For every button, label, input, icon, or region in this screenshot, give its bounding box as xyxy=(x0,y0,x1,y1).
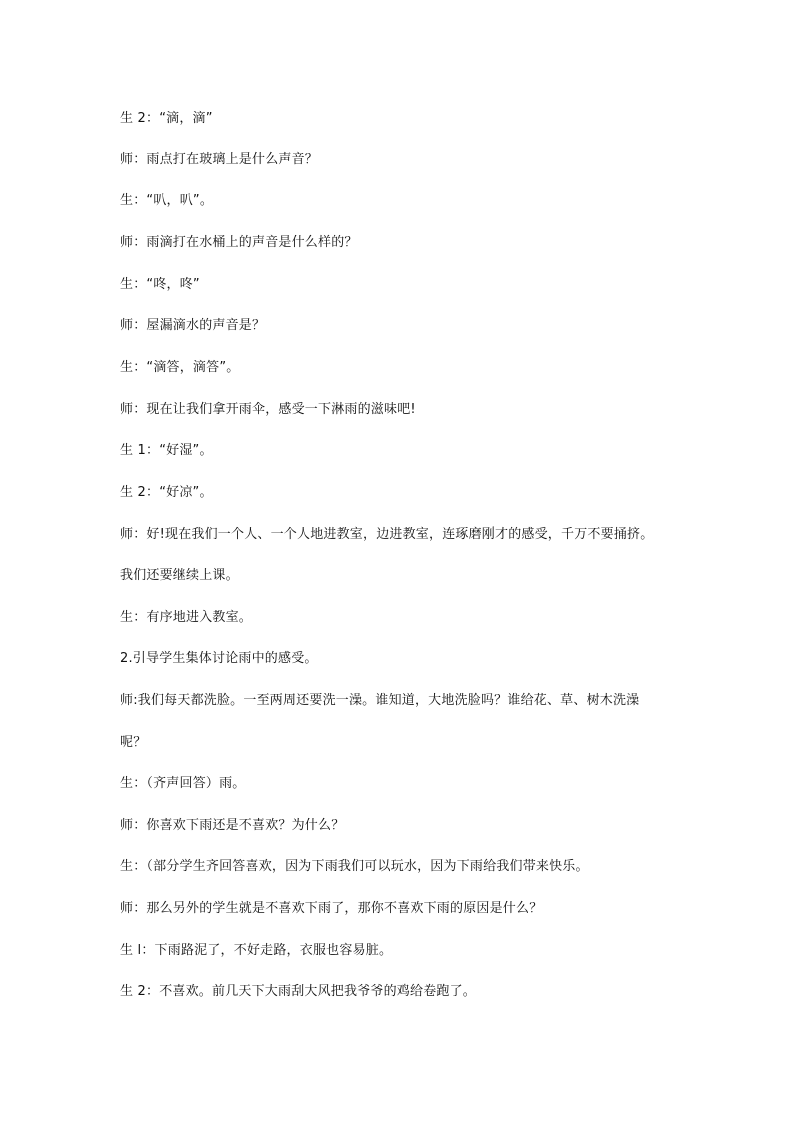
dialogue-line-student-2: 生 2：“好凉”。 xyxy=(120,485,213,500)
dialogue-line-teacher: 师：好!现在我们一个人、一个人地进教室，边进教室，连琢磨刚才的感受，千万不要捅挤。 xyxy=(120,527,654,542)
dialogue-line-student: 生：“咚，咚” xyxy=(120,277,200,292)
dialogue-line-teacher: 师:我们每天都洗脸。一至两周还要洗一澡。谁知道，大地洗脸吗？谁给花、草、树木洗澡 xyxy=(120,693,640,708)
dialogue-line-student-1: 生 1：“好湿”。 xyxy=(120,443,213,458)
dialogue-line-teacher: 师：现在让我们拿开雨伞，感受一下淋雨的滋味吧! xyxy=(120,402,416,417)
dialogue-line-continued: 我们还要继续上课。 xyxy=(120,568,239,583)
dialogue-line-student: 生：“滴答，滴答”。 xyxy=(120,360,240,375)
dialogue-line-student: 生：（齐声回答）雨。 xyxy=(120,776,246,791)
dialogue-line-student-2: 生 2：“滴，滴” xyxy=(120,111,213,126)
section-heading: 2.引导学生集体讨论雨中的感受。 xyxy=(120,651,318,666)
dialogue-line-teacher: 师：屋漏滴水的声音是？ xyxy=(120,318,266,333)
dialogue-line-student: 生：（部分学生齐回答喜欢，因为下雨我们可以玩水，因为下雨给我们带来快乐。 xyxy=(120,859,589,874)
dialogue-line-student-2: 生 2：不喜欢。前几天下大雨刮大风把我爷爷的鸡给卷跑了。 xyxy=(120,984,477,999)
dialogue-line-teacher: 师：你喜欢下雨还是不喜欢？为什么？ xyxy=(120,818,345,833)
dialogue-line-teacher: 师：雨滴打在水桶上的声音是什么样的？ xyxy=(120,235,358,250)
dialogue-line-student: 生：“叭，叭”。 xyxy=(120,193,214,208)
dialogue-line-continued: 呢？ xyxy=(120,735,147,750)
dialogue-line-student-1: 生 l：下雨路泥了，不好走路，衣服也容易脏。 xyxy=(120,943,393,958)
dialogue-line-teacher: 师：雨点打在玻璃上是什么声音？ xyxy=(120,152,319,167)
dialogue-line-student: 生：有序地进入教室。 xyxy=(120,610,253,625)
dialogue-line-teacher: 师：那么另外的学生就是不喜欢下雨了，那你不喜欢下雨的原因是什么？ xyxy=(120,901,543,916)
